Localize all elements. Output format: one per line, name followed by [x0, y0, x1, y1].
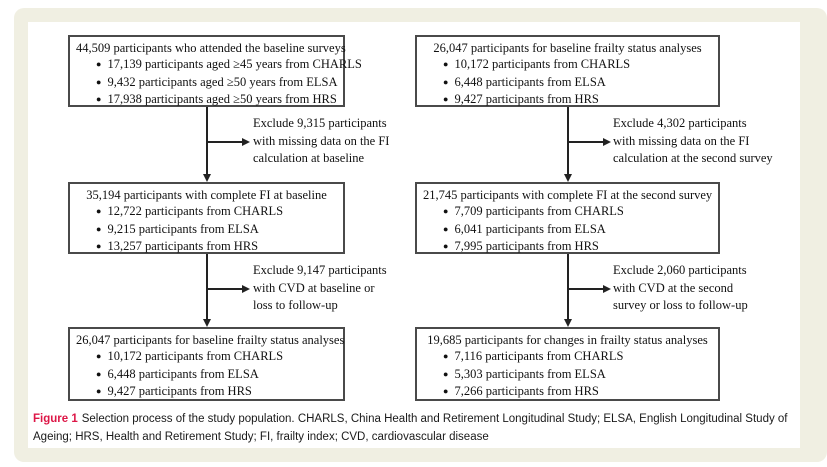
bullet-icon: ● [96, 385, 102, 396]
bullet-icon: ● [443, 351, 449, 362]
flow-bullet-text: 5,303 participants from ELSA [454, 366, 606, 381]
exclusion-line: calculation at the second survey [613, 151, 773, 165]
flow-bullet [423, 383, 712, 400]
bullet-icon: ● [96, 223, 102, 234]
figure-caption [33, 410, 799, 446]
arrow-right-icon [242, 138, 250, 146]
exclusion-note [613, 262, 827, 315]
flow-bullet [76, 238, 337, 255]
arrow-right-icon [603, 138, 611, 146]
flow-bullet-text: 6,448 participants from ELSA [454, 74, 606, 89]
bullet-icon: ● [96, 240, 102, 251]
flow-bullet-text: 17,938 participants aged ≥50 years from HRS [107, 91, 337, 106]
bullet-icon: ● [96, 76, 102, 87]
flow-box-complete-fi-baseline [68, 182, 345, 254]
flow-bullet [423, 56, 712, 73]
flow-box-baseline-frailty-analyses [68, 327, 345, 401]
flow-bullet [76, 91, 337, 108]
flow-box-title: 35,194 participants with complete FI at baseline [86, 188, 327, 202]
bullet-icon: ● [443, 59, 449, 70]
arrow-down-icon [203, 319, 211, 327]
flow-box-title: 26,047 participants for baseline frailty status analyses [433, 41, 702, 55]
flow-box-frailty-changes-analyses [415, 327, 720, 401]
arrow-down-icon [564, 174, 572, 182]
bullet-icon: ● [443, 240, 449, 251]
flow-bullet [423, 238, 712, 255]
flow-bullet-text: 9,432 participants aged ≥50 years from ELSA [107, 74, 338, 89]
connector-line [567, 288, 603, 290]
flow-bullet [76, 74, 337, 91]
flow-bullet-text: 12,722 participants from CHARLS [107, 204, 284, 219]
flow-bullet [76, 383, 337, 400]
flow-bullet-text: 7,995 participants from HRS [454, 238, 599, 253]
bullet-icon: ● [443, 368, 449, 379]
exclusion-line: survey or loss to follow-up [613, 298, 748, 312]
exclusion-line: Exclude 9,147 participants [253, 263, 387, 277]
exclusion-note [613, 115, 827, 168]
bullet-icon: ● [96, 93, 102, 104]
bullet-icon: ● [443, 93, 449, 104]
bullet-icon: ● [443, 76, 449, 87]
figure-caption-text: Selection process of the study population. CHARLS, China Health and Retirement Longitudinal Study; ELSA, English Longitudinal Study of Ageing; HRS, Health and Retirement Study; FI, frailty index; CVD, cardiovascular disease [33, 413, 788, 443]
bullet-icon: ● [443, 206, 449, 217]
flow-bullet [423, 74, 712, 91]
flow-bullet [76, 203, 337, 220]
flow-bullet-text: 10,172 participants from CHARLS [107, 349, 284, 364]
flow-bullet-text: 9,215 participants from ELSA [107, 221, 259, 236]
flow-bullet-text: 10,172 participants from CHARLS [454, 57, 631, 72]
flow-bullet [423, 221, 712, 238]
flow-box-baseline-frailty-status [415, 35, 720, 107]
flow-bullet-text: 6,041 participants from ELSA [454, 221, 606, 236]
figure-panel [28, 22, 800, 448]
connector-line [206, 254, 208, 319]
flow-bullet-text: 9,427 participants from HRS [107, 383, 252, 398]
flow-bullet [76, 56, 362, 73]
connector-line [567, 141, 603, 143]
arrow-right-icon [603, 285, 611, 293]
arrow-down-icon [564, 319, 572, 327]
flow-bullet-text: 9,427 participants from HRS [454, 91, 599, 106]
flow-box-baseline-surveys [68, 35, 362, 107]
flow-box-title: 19,685 participants for changes in frailty status analyses [427, 333, 708, 347]
flow-bullet-text: 17,139 participants aged ≥45 years from CHARLS [107, 57, 362, 72]
exclusion-line: calculation at baseline [253, 151, 365, 165]
flow-box-title: 21,745 participants with complete FI at the second survey [423, 188, 713, 202]
connector-line [567, 254, 569, 319]
arrow-right-icon [242, 285, 250, 293]
exclusion-line: Exclude 4,302 participants [613, 116, 747, 130]
exclusion-line: with missing data on the FI [613, 133, 750, 148]
flow-bullet-text: 13,257 participants from HRS [107, 238, 259, 253]
figure-caption-label: Figure 1 [33, 413, 78, 425]
exclusion-note [253, 262, 473, 315]
flow-bullet-text: 6,448 participants from ELSA [107, 366, 259, 381]
bullet-icon: ● [96, 351, 102, 362]
bullet-icon: ● [96, 59, 102, 70]
flow-box-complete-fi-second-survey [415, 182, 720, 254]
exclusion-line: with CVD at the second [613, 280, 734, 295]
bullet-icon: ● [443, 385, 449, 396]
flow-bullet [76, 366, 337, 383]
bullet-icon: ● [443, 223, 449, 234]
flow-bullet [423, 348, 712, 365]
bullet-icon: ● [96, 368, 102, 379]
exclusion-line: loss to follow-up [253, 298, 338, 312]
arrow-down-icon [203, 174, 211, 182]
flow-box-title: 44,509 participants who attended the baseline surveys [76, 41, 346, 55]
flow-box-title: 26,047 participants for baseline frailty status analyses [76, 333, 345, 347]
exclusion-note [253, 115, 473, 168]
flow-bullet-text: 7,709 participants from CHARLS [454, 204, 624, 219]
exclusion-line: Exclude 9,315 participants [253, 116, 387, 130]
flow-bullet [423, 91, 712, 108]
flow-bullet [76, 221, 337, 238]
exclusion-line: with CVD at baseline or [253, 280, 375, 295]
flow-bullet-text: 7,266 participants from HRS [454, 383, 599, 398]
flow-bullet [423, 203, 712, 220]
exclusion-line: Exclude 2,060 participants [613, 263, 747, 277]
flow-bullet [76, 348, 337, 365]
exclusion-line: with missing data on the FI [253, 133, 390, 148]
connector-line [206, 288, 242, 290]
flow-bullet [423, 366, 712, 383]
connector-line [206, 141, 242, 143]
flow-bullet-text: 7,116 participants from CHARLS [454, 349, 624, 364]
bullet-icon: ● [96, 206, 102, 217]
